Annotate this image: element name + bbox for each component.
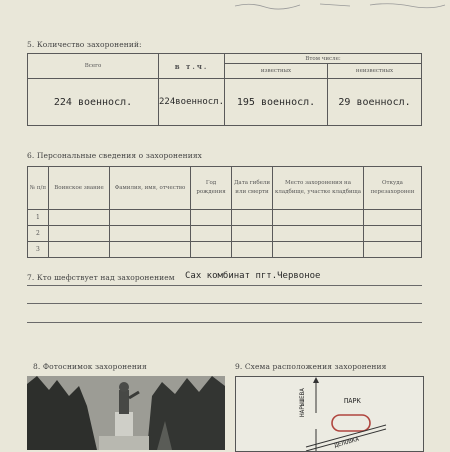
header-rank: Воинское звание <box>49 167 110 210</box>
section7-label: 7. Кто шефствует над захоронением <box>27 273 175 282</box>
patron-underline <box>27 285 422 286</box>
row-number: 1 <box>28 210 49 226</box>
header-name: Фамилия, имя, отчество <box>110 167 191 210</box>
personal-info-table <box>27 166 422 258</box>
blank-line <box>27 303 422 304</box>
burial-count-table <box>27 53 422 126</box>
table-row <box>28 210 422 226</box>
known-count: 195 военносл. <box>225 79 328 126</box>
section5-title: 5. Количество захоронений: <box>27 40 142 49</box>
patron-value: Сах комбинат пгт.Червоное <box>185 271 321 281</box>
col-vtom-header: Втом числе: <box>225 54 422 64</box>
street-bottom-label: ДЕЛОВКА <box>333 435 360 450</box>
table-row <box>28 242 422 258</box>
row-number: 2 <box>28 226 49 242</box>
header-death-date: Дата гибели или смерти <box>232 167 273 210</box>
col-vtch-header: в т.ч. <box>159 54 225 79</box>
location-scheme <box>235 376 424 452</box>
unknown-count: 29 военносл. <box>328 79 422 126</box>
blank-line <box>27 322 422 323</box>
street-left-label: НАРЫШЕВА <box>299 388 306 417</box>
row-number: 3 <box>28 242 49 258</box>
section6-title: 6. Персональные сведения о захоронениях <box>27 151 202 160</box>
col-unknown-header: неизвестных <box>328 64 422 79</box>
section8-title: 8. Фотоснимок захоронения <box>33 362 147 371</box>
header-number: № п/п <box>28 167 49 210</box>
burial-photo <box>27 376 225 450</box>
header-scribble <box>230 0 450 12</box>
total-count: 224 военносл. <box>28 79 159 126</box>
header-birth-year: Год рождения <box>191 167 232 210</box>
col-total-header: Всего <box>28 54 159 79</box>
section9-title: 9. Схема расположения захоронения <box>235 362 387 371</box>
scheme-drawing <box>236 377 423 451</box>
table-row <box>28 226 422 242</box>
header-reburied-from: Откуда перезахоронен <box>364 167 422 210</box>
header-burial-place: Место захоронения на кладбище, участке кладбища <box>273 167 364 210</box>
park-label: ПАРК <box>344 397 361 405</box>
monument-photo-image <box>27 376 225 450</box>
vtch-count: 224военносл. <box>159 79 225 126</box>
col-known-header: известных <box>225 64 328 79</box>
